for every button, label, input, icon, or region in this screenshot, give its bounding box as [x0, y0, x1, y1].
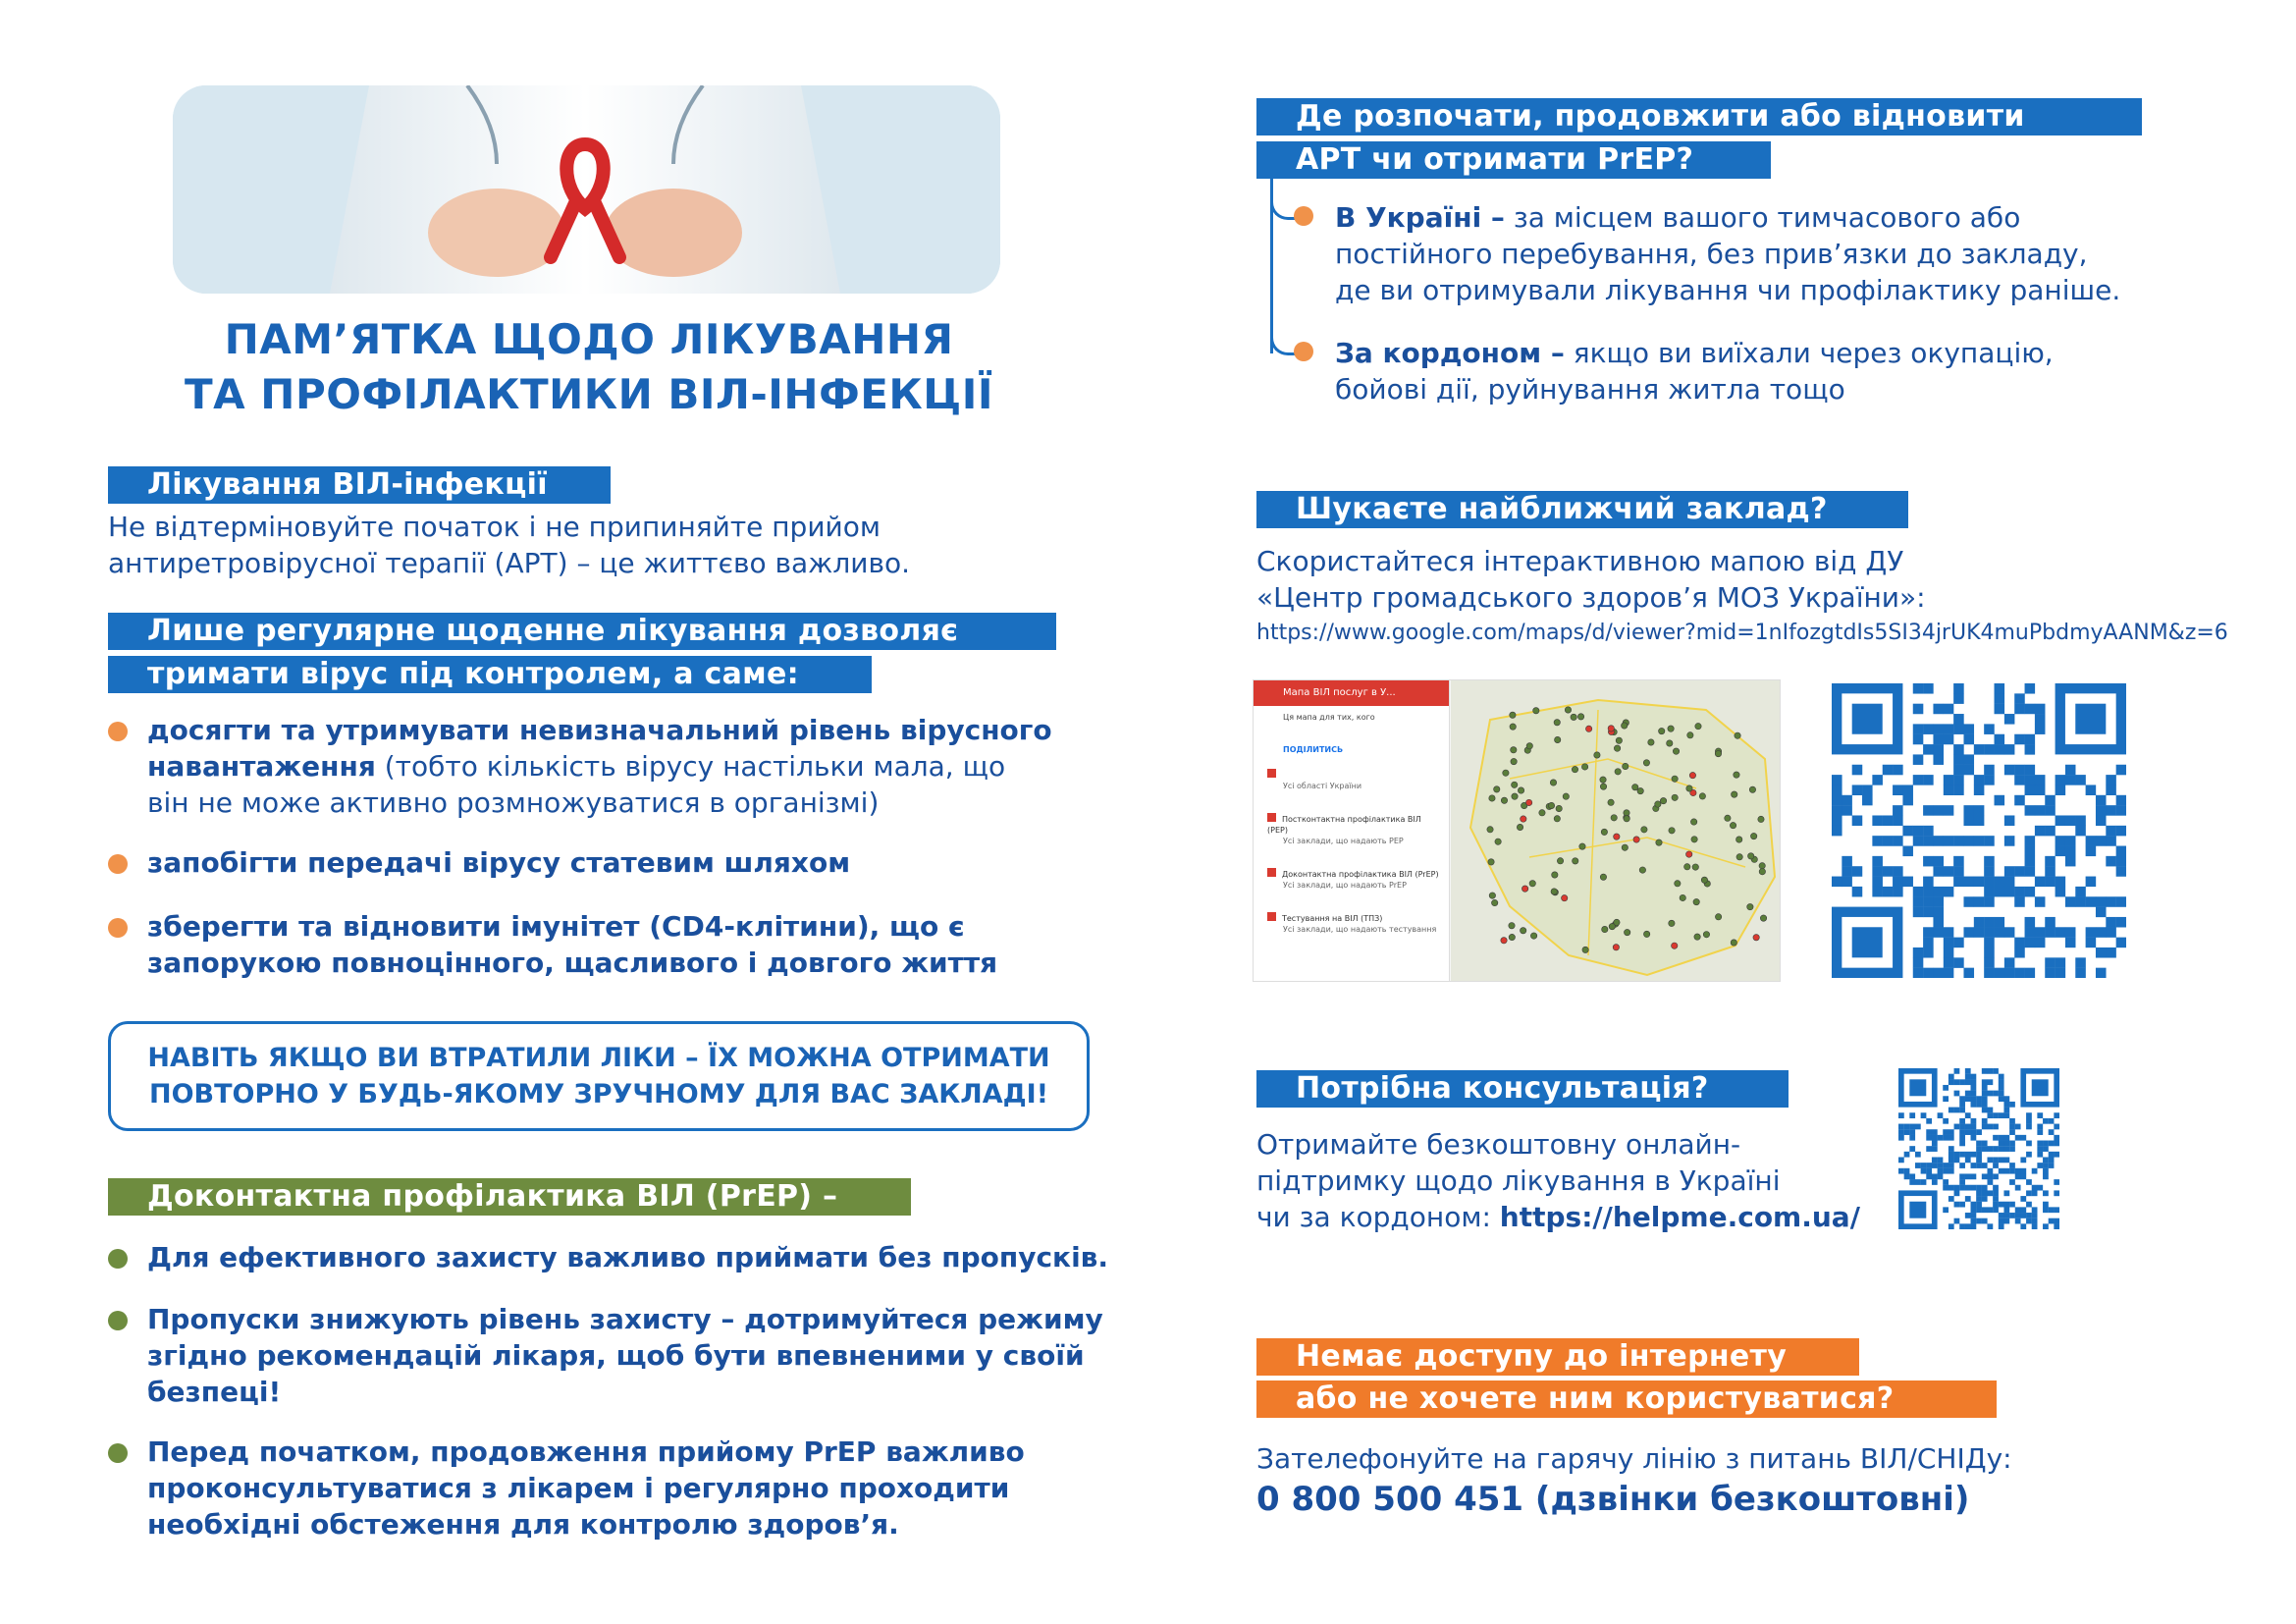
consult-heading: Потрібна консультація? — [1256, 1070, 1789, 1108]
offline-heading-line-2: або не хочете ним користуватися? — [1256, 1380, 1997, 1418]
bullet-dot-icon — [108, 1311, 128, 1330]
bullet-dot-icon — [108, 1443, 128, 1463]
map-title: Мапа ВІЛ послуг в У... — [1254, 680, 1449, 706]
title-line-2: ТА ПРОФІЛАКТИКИ ВІЛ-ІНФЕКЦІЇ — [185, 370, 993, 418]
bullet-dot-icon — [1294, 342, 1313, 361]
prep-heading: Доконтактна профілактика ВІЛ (PrEP) – — [108, 1178, 911, 1216]
map-link[interactable]: https://www.google.com/maps/d/viewer?mid=1nIfozgtdIs5SI34jrUK4muPbdmyAANM&z=6 — [1256, 621, 2228, 645]
lost-medication-notice: НАВІТЬ ЯКЩО ВИ ВТРАТИЛИ ЛІКИ – ЇХ МОЖНА ОТРИМАТИ ПОВТОРНО У БУДЬ-ЯКОМУ ЗРУЧНОМУ ДЛЯ ВАС ЗАКЛАДІ! — [108, 1021, 1090, 1131]
map-qr-code[interactable] — [1832, 683, 2126, 978]
consult-description: Отримайте безкоштовну онлайн- підтримку щодо лікування в Україні чи за кордоном: https://helpme.com.ua/ — [1256, 1128, 1860, 1233]
hotline: 0 800 500 451 (дзвінки безкоштовні) — [1256, 1480, 1970, 1519]
helpme-link[interactable]: https://helpme.com.ua/ — [1499, 1201, 1860, 1233]
treatment-bullet-3: зберегти та відновити імунітет (CD4-клітини), що є запорукою повноцінного, щасливого і довгого життя — [108, 908, 997, 981]
treatment-intro: Не відтерміновуйте початок і не припиняйте прийом антиретровірусної терапії (АРТ) – це життєво важливо. — [108, 511, 910, 579]
page-title — [118, 312, 1060, 422]
regular-treatment-heading-line-1: Лише регулярне щоденне лікування дозволяє — [108, 613, 1056, 650]
hero-image — [173, 85, 1000, 294]
where-heading-line-1: Де розпочати, продовжити або відновити — [1256, 98, 2142, 135]
bullet-dot-icon — [108, 722, 128, 741]
helpme-qr-code[interactable] — [1898, 1068, 2059, 1229]
where-heading-line-2: АРТ чи отримати PrEP? — [1256, 141, 1771, 179]
prep-bullet-3: Перед початком, продовження прийому PrEP важливо проконсультуватися з лікарем і регулярно проходити необхідні обстеження для контролю здоров’я. — [108, 1434, 1025, 1543]
prep-bullet-1: Для ефективного захисту важливо приймати без пропусків. — [108, 1239, 1108, 1275]
map-screenshot[interactable] — [1253, 679, 1781, 982]
tree-branch — [1270, 194, 1296, 220]
nearest-heading: Шукаєте найближчий заклад? — [1256, 491, 1908, 528]
map-sidebar: Мапа ВІЛ послуг в У... Ця мапа для тих, кого ПОДІЛИТИСЬ Усі області України Постконтактна профілактика ВІЛ (PEP) Усі заклади, що надають PEP Доконтактна профілактика ВІЛ (PrEP) Усі заклади, що надають PrEP Тестування на ВІЛ (ТПЗ) Усі заклади, що надають тестування — [1254, 680, 1450, 982]
title-line-1: ПАМ’ЯТКА ЩОДО ЛІКУВАННЯ — [224, 315, 954, 363]
bullet-dot-icon — [108, 854, 128, 874]
hotline-phone[interactable]: 0 800 500 451 — [1256, 1480, 1524, 1519]
bullet-dot-icon — [108, 1249, 128, 1269]
treatment-bullet-2: запобігти передачі вірусу статевим шляхом — [108, 844, 850, 881]
treatment-bullet-1: досягти та утримувати невизначальний рівень вірусного навантаження (тобто кількість вірусу настільки мала, що він не може активно розмножуватися в організмі) — [108, 712, 1052, 821]
hotline-text: Зателефонуйте на гарячу лінію з питань ВІЛ/СНІДу: — [1256, 1442, 2012, 1475]
where-ukraine: В Україні – за місцем вашого тимчасового або постійного перебування, без прив’язки до закладу, де ви отримували лікування чи профілактику раніше. — [1335, 201, 2121, 306]
where-abroad: За кордоном – якщо ви виїхали через окупацію, бойові дії, руйнування житла тощо — [1335, 337, 2054, 406]
map-share-button[interactable]: ПОДІЛИТИСЬ — [1283, 745, 1344, 754]
tree-branch — [1270, 330, 1296, 355]
bullet-dot-icon — [108, 918, 128, 938]
treatment-heading: Лікування ВІЛ-інфекції — [108, 466, 611, 504]
doctor-red-ribbon-illustration — [173, 85, 1000, 294]
map-view[interactable] — [1451, 680, 1781, 982]
nearest-description: Скористайтеся інтерактивною мапою від ДУ «Центр громадського здоров’я МОЗ України»: — [1256, 545, 1926, 614]
prep-bullet-2: Пропуски знижують рівень захисту – дотримуйтеся режиму згідно рекомендацій лікаря, щоб бути впевненими у своїй безпеці! — [108, 1301, 1103, 1410]
regular-treatment-heading-line-2: тримати вірус під контролем, а саме: — [108, 656, 872, 693]
bullet-dot-icon — [1294, 206, 1313, 226]
offline-heading-line-1: Немає доступу до інтернету — [1256, 1338, 1859, 1376]
